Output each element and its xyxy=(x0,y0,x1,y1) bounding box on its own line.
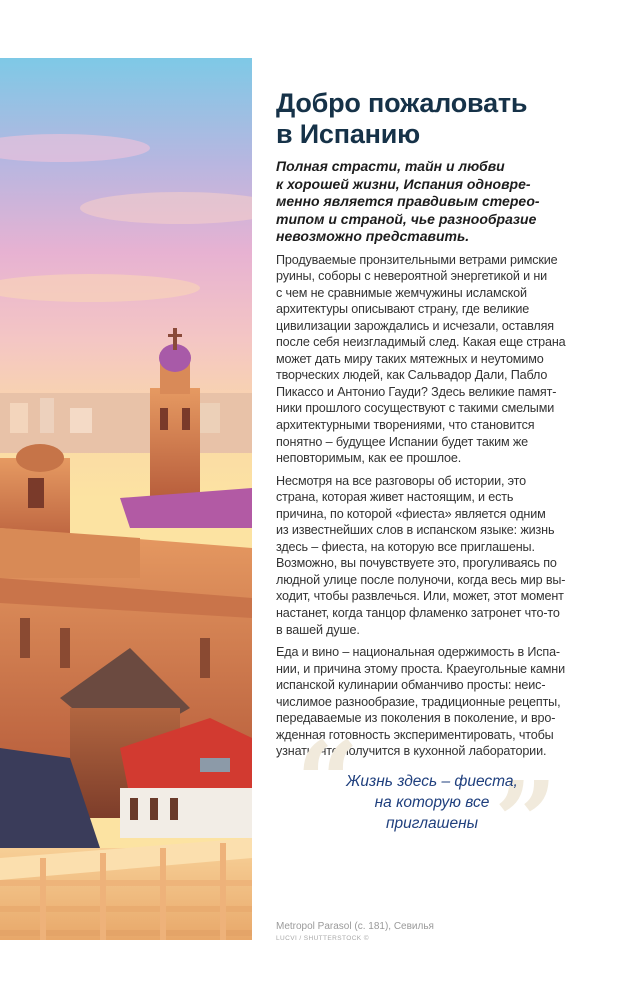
body-line: узнать, что получится в кухонной лаборатории. xyxy=(276,744,547,759)
body-line: нии, и причина этому проста. Краеугольные камни xyxy=(276,661,565,676)
body-line: ходит, чтобы развлечься. Или, может, этот момент xyxy=(276,589,564,604)
pull-quote-text xyxy=(332,771,532,834)
lead-line: типом и страной, чье разнообразие xyxy=(276,210,537,227)
open-quote-icon: “ xyxy=(296,717,360,846)
body-line: Несмотря на все разговоры об истории, это xyxy=(276,473,526,488)
quote-line: на которую все xyxy=(374,794,490,811)
body-line: настанет, когда танцор фламенко затронет что-то xyxy=(276,605,560,620)
photo-credit: LUCVI / SHUTTERSTOCK © xyxy=(276,935,369,942)
body-line: архитектуры описывают страну, где великие xyxy=(276,302,530,317)
quote-line: Жизнь здесь – фиеста, xyxy=(346,773,518,790)
photo-illustration xyxy=(0,58,252,940)
body-line: ники прошлого сосуществуют с такими смелыми xyxy=(276,401,555,416)
body-line: в вашей душе. xyxy=(276,622,360,637)
close-quote-icon: ” xyxy=(494,757,558,886)
body-paragraph-1 xyxy=(276,252,612,467)
body-line: страна, которая живет настоящим, и есть xyxy=(276,490,514,505)
photo-caption: Metropol Parasol (с. 181), Севилья xyxy=(276,921,434,932)
body-line: жденная готовность экспериментировать, чтобы xyxy=(276,727,554,742)
page-title xyxy=(276,88,612,150)
body-line: после себя неизгладимый след. Какая еще страна xyxy=(276,335,566,350)
body-line: причина, по которой «фиеста» является одним xyxy=(276,506,546,521)
lead-line: невозможно представить. xyxy=(276,228,470,244)
body-line: Возможно, вы почувствуете это, прогуливаясь по xyxy=(276,556,557,571)
lead-line: к хорошей жизни, Испания одновре- xyxy=(276,175,531,192)
body-line: из известнейших слов в испанском языке: жизнь xyxy=(276,523,555,538)
body-line: здесь – фиеста, на которую все приглашены. xyxy=(276,539,535,554)
article-column xyxy=(276,88,612,760)
photo-seville-metropol-parasol xyxy=(0,58,252,940)
lead-line: Полная страсти, тайн и любви xyxy=(276,158,505,174)
body-line: руины, соборы с невероятной энергетикой и ни xyxy=(276,269,548,284)
title-line: Добро пожаловать xyxy=(276,88,528,118)
body-line: Еда и вино – национальная одержимость в Испа- xyxy=(276,645,560,660)
lead-line: менно является правдивым стерео- xyxy=(276,193,540,209)
body-line: передаваемые из поколения в поколение, и вро- xyxy=(276,711,556,726)
body-line: цивилизации зарождались и исчезали, оставляя xyxy=(276,318,554,333)
body-line: с чем не сравнимые жемчужины исламской xyxy=(276,285,527,300)
body-line: числимое разнообразие, традиционные рецепты, xyxy=(276,694,561,709)
body-line: испанской кулинарии обманчиво просты: неис- xyxy=(276,678,546,693)
title-line: в Испанию xyxy=(276,119,421,149)
body-line: творческих людей, как Сальвадор Дали, Пабло xyxy=(276,368,548,383)
body-line: Пикассо и Антонио Гауди? Здесь великие памят- xyxy=(276,384,557,399)
body-paragraph-2 xyxy=(276,473,612,638)
body-line: может дать миру таких мятежных и неутомимо xyxy=(276,351,544,366)
body-line: людной улице после полуночи, когда весь мир вы- xyxy=(276,572,566,587)
body-line: понятно – будущее Испании будет таким же xyxy=(276,434,528,449)
body-line: неповторимым, как ее прошлое. xyxy=(276,451,462,466)
quote-line: приглашены xyxy=(385,815,479,832)
body-line: Продуваемые пронзительными ветрами римские xyxy=(276,252,558,267)
body-line: архитектурными творениями, что становится xyxy=(276,417,535,432)
lead-paragraph xyxy=(276,158,612,246)
